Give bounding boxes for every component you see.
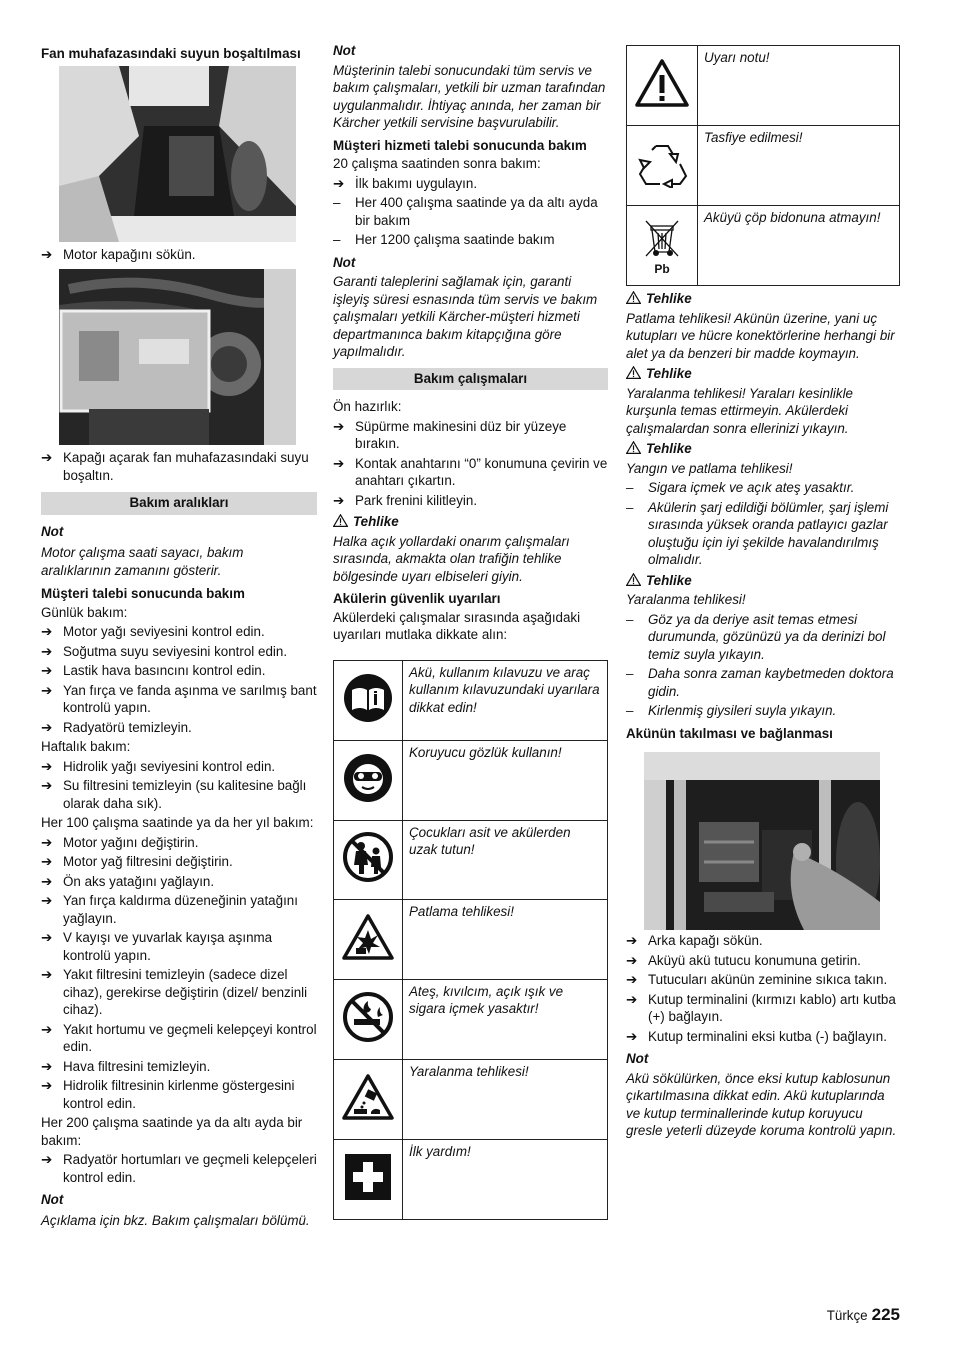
arrow-icon: ➔	[41, 682, 53, 698]
recycle-icon	[627, 126, 698, 206]
table-row	[334, 660, 608, 740]
list-item: ➔ Radyatörü temizleyin.	[41, 719, 192, 735]
symbol-text: Patlama tehlikesi!	[403, 899, 608, 979]
danger-label: Tehlike	[626, 440, 900, 458]
danger-text-1: Patlama tehlikesi! Akünün üzerine, yani uç kutupları ve hücre konektörlerine herhangi bir alet ya da benzeri bir madde koymayın.	[626, 310, 895, 361]
list-item: – Her 400 çalışma saatinde ya da altı ayda bir bakım	[333, 195, 598, 228]
no-bin-icon	[627, 206, 698, 286]
arrow-icon: ➔	[41, 967, 53, 982]
arrow-icon: ➔	[41, 854, 53, 869]
list-item: – Daha sonra zaman kaybetmeden doktora gidin.	[626, 666, 894, 699]
explosion-icon	[334, 899, 403, 979]
table-row	[627, 206, 900, 286]
table-row	[627, 46, 900, 126]
arrow-icon: ➔	[41, 643, 53, 659]
table-row	[334, 1139, 608, 1219]
symbol-text: Çocukları asit ve akülerden uzak tutun!	[403, 820, 608, 899]
battery-intro: Akülerdeki çalışmalar sırasında aşağıdaki uyarıları mutlaka dikkate alın:	[333, 609, 581, 642]
list-item: ➔ Su filtresini temizleyin (su kalitesine bağlı olarak daha sık).	[41, 778, 307, 811]
list-item: ➔ Hidrolik yağı seviyesini kontrol edin.	[41, 758, 276, 774]
danger-label: Tehlike	[626, 572, 900, 590]
list-item: ➔ Tutucuları akünün zeminine sıkıca takın.	[626, 972, 888, 987]
warning-triangle-icon	[626, 366, 641, 379]
note2-text: Açıklama için bkz. Bakım çalışmaları bölümü.	[41, 1212, 310, 1228]
dash-marker: –	[626, 666, 634, 681]
list-item: – Sigara içmek ve açık ateş yasaktır.	[626, 480, 855, 495]
service-heading: Müşteri hizmeti talebi sonucunda bakım	[333, 137, 587, 153]
list-item: ➔ Motor yağını değiştirin.	[41, 834, 199, 850]
arrow-icon: ➔	[41, 1021, 53, 1037]
symbol-text: Koruyucu gözlük kullanın!	[403, 740, 608, 820]
list-item: ➔ Yakıt filtresini temizleyin (sadece dizel cihaz), gerekirse değiştirin (dizel/ benzinli cihaz).	[41, 967, 308, 1017]
dash-marker: –	[626, 499, 634, 515]
dash-marker: –	[333, 232, 341, 247]
list-item: ➔ V kayışı ve yuvarlak kayışa aşınma kontrolü yapın.	[41, 930, 273, 963]
list-item: ➔ Kutup terminalini (kırmızı kablo) artı kutba (+) bağlayın.	[626, 991, 896, 1024]
note2-label: Not	[41, 1192, 64, 1207]
danger-text: Halka açık yollardaki onarım çalışmaları sırasında, akmakta olan trafiğin tehlike bölgesinde uyarı elbiseleri giyin.	[333, 533, 570, 584]
fan-cover-photo	[59, 269, 296, 445]
list-item: ➔ Park frenini kilitleyin.	[333, 492, 478, 508]
h100-list	[41, 834, 317, 1113]
arrow-icon: ➔	[333, 492, 345, 508]
arrow-icon: ➔	[626, 991, 638, 1007]
note-text: Motor çalışma saati sayacı, bakım aralıklarının zamanını gösterir.	[41, 545, 244, 578]
table-row	[334, 820, 608, 899]
daily-list	[41, 623, 317, 736]
symbol-text: Akü, kullanım kılavuzu ve araç kullanım kılavuzundaki uyarılara dikkat edin!	[403, 660, 608, 740]
arrow-icon: ➔	[626, 1028, 638, 1044]
arrow-icon: ➔	[41, 1152, 53, 1167]
battery-symbols-table	[333, 660, 608, 1220]
danger-label: Tehlike	[333, 513, 608, 531]
arrow-icon: ➔	[41, 624, 53, 639]
list-item: – Kirlenmiş giysileri suyla yıkayın.	[626, 703, 837, 718]
list-item: ➔ Lastik hava basıncını kontrol edin.	[41, 663, 266, 678]
list-item: ➔ Yan fırça kaldırma düzeneğinin yatağını yağlayın.	[41, 893, 298, 926]
warning-triangle-icon	[626, 441, 641, 454]
arrow-icon: ➔	[41, 1058, 53, 1074]
list-item: – Göz ya da deriye asit temas etmesi durumunda, gözünüzü ya da derinizi bol temiz suyla yıkayın.	[626, 611, 886, 662]
arrow-icon: ➔	[41, 246, 53, 262]
dash-marker: –	[626, 703, 634, 718]
table-row	[334, 1059, 608, 1139]
symbol-text: Ateş, kıvılcım, açık ışık ve sigara içmek yasaktır!	[403, 979, 608, 1059]
note-label: Not	[333, 43, 356, 58]
list-item: ➔ Motor yağ filtresini değiştirin.	[41, 854, 233, 869]
list-item: – Akülerin şarj edildiği bölümler, şarj işlemi sırasında yüksek oranda patlayıcı gazlar oluştuğu için iyi şekilde havalandırılmış olmalıdır.	[626, 499, 889, 567]
table-row	[334, 899, 608, 979]
weekly-label: Haftalık bakım:	[41, 739, 131, 754]
page-footer	[827, 1306, 900, 1325]
arrow-icon: ➔	[333, 455, 345, 471]
battery-heading: Akülerin güvenlik uyarıları	[333, 591, 501, 606]
fan-housing-photo	[59, 66, 296, 242]
warning-icon	[627, 46, 698, 126]
list-item: ➔ Süpürme makinesini düz bir yüzeye bırakın.	[333, 418, 567, 451]
danger-intro-3: Yangın ve patlama tehlikesi!	[626, 460, 793, 476]
install-list	[626, 932, 900, 1045]
h200-label: Her 200 çalışma saatinde ya da altı ayda bir bakım:	[41, 1115, 303, 1148]
dash-marker: –	[626, 611, 634, 627]
danger-label: Tehlike	[626, 290, 900, 308]
note-label: Not	[41, 523, 64, 539]
list-item: ➔ Radyatör hortumları ve geçmeli kelepçeleri kontrol edin.	[41, 1152, 317, 1185]
first-aid-icon	[334, 1139, 403, 1219]
disposal-symbols-table	[626, 45, 900, 286]
page-number: 225	[871, 1305, 900, 1324]
step-drain: ➔ Kapağı açarak fan muhafazasındaki suyu boşaltın.	[41, 450, 309, 483]
list-item: ➔ Kutup terminalini eksi kutba (-) bağlayın.	[626, 1028, 887, 1044]
arrow-icon: ➔	[41, 450, 53, 465]
dash-marker: –	[333, 195, 341, 210]
arrow-icon: ➔	[41, 873, 53, 889]
arrow-icon: ➔	[41, 834, 53, 850]
symbol-text: Uyarı notu!	[698, 46, 900, 126]
arrow-icon: ➔	[41, 1078, 53, 1093]
column-middle	[333, 42, 608, 1220]
list-item: ➔ Hava filtresini temizleyin.	[41, 1058, 211, 1074]
list-item: ➔ İlk bakımı uygulayın.	[333, 175, 478, 191]
h100-label: Her 100 çalışma saatinde ya da her yıl bakım:	[41, 815, 314, 830]
arrow-icon: ➔	[41, 893, 53, 908]
warning-triangle-icon	[626, 573, 641, 586]
column-left	[41, 42, 317, 1229]
pb-label: Pb	[654, 261, 670, 276]
symbol-text: İlk yardım!	[403, 1139, 608, 1219]
table-row	[627, 126, 900, 206]
no-fire-icon	[334, 979, 403, 1059]
symbol-text: Yaralanma tehlikesi!	[403, 1059, 608, 1139]
list-item: ➔ Ön aks yatağını yağlayın.	[41, 873, 215, 889]
footer-language: Türkçe	[826, 1308, 868, 1323]
list-item: ➔ Hidrolik filtresinin kirlenme göstergesini kontrol edin.	[41, 1078, 295, 1111]
symbol-text: Aküyü çöp bidonuna atmayın!	[698, 206, 900, 286]
note2-label: Not	[333, 254, 356, 270]
no-children-icon	[334, 820, 403, 899]
note-text: Akü sökülürken, önce eksi kutup kablosunun çıkartılmasına dikkat edin. Akü kutuplarında ve kutup terminallerinde kutup koruyucu gresle yeterli düzeyde koruma kontrolü yapın.	[626, 1070, 897, 1138]
list-item: ➔ Arka kapağı sökün.	[626, 933, 763, 948]
daily-label: Günlük bakım:	[41, 604, 128, 620]
section-maintenance-intervals: Bakım aralıkları	[41, 492, 317, 515]
table-row	[334, 979, 608, 1059]
customer-heading: Müşteri talebi sonucunda bakım	[41, 586, 245, 601]
step-motor-cover: ➔ Motor kapağını sökün.	[41, 246, 196, 262]
arrow-icon: ➔	[333, 175, 345, 191]
warning-triangle-icon	[333, 514, 348, 527]
goggles-icon	[334, 740, 403, 820]
list-item: ➔ Yan fırça ve fanda aşınma ve sarılmış bant kontrolü yapın.	[41, 682, 317, 715]
danger-intro-4: Yaralanma tehlikesi!	[626, 592, 746, 607]
list-item: ➔ Aküyü akü tutucu konumuna getirin.	[626, 952, 861, 968]
arrow-icon: ➔	[626, 933, 638, 948]
note-label: Not	[626, 1051, 649, 1066]
note-text: Müşterinin talebi sonucundaki tüm servis ve bakım çalışmaları, yetkili bir uzman tarafından uygulanmalıdır. İhtiyaç anında, her zaman bir Kärcher yetkili servisine başvurulabilir.	[333, 62, 606, 130]
manual-icon	[334, 660, 403, 740]
arrow-icon: ➔	[626, 972, 638, 987]
list-item: ➔ Soğutma suyu seviyesini kontrol edin.	[41, 643, 288, 659]
arrow-icon: ➔	[333, 418, 345, 434]
danger-text-2: Yaralanma tehlikesi! Yaraları kesinlikle kurşunla temas ettirmeyin. Akülerdeki çalışmalardan sonra ellerinizi yıkayın.	[626, 385, 853, 436]
acid-hazard-icon	[334, 1059, 403, 1139]
section-maintenance-work: Bakım çalışmaları	[333, 368, 608, 391]
arrow-icon: ➔	[41, 930, 53, 945]
list-item: ➔ Kontak anahtarını “0” konumuna çevirin ve anahtarı çıkartın.	[333, 455, 608, 488]
warning-triangle-icon	[626, 291, 641, 304]
arrow-icon: ➔	[41, 778, 53, 793]
list-item: ➔ Motor yağı seviyesini kontrol edin.	[41, 624, 265, 639]
prep-label: Ön hazırlık:	[333, 399, 402, 414]
column-right	[626, 45, 900, 1140]
dash-marker: –	[626, 480, 634, 495]
list-item: ➔ Yakıt hortumu ve geçmeli kelepçeyi kontrol edin.	[41, 1021, 317, 1054]
arrow-icon: ➔	[41, 719, 53, 735]
danger-label: Tehlike	[626, 365, 900, 383]
list-item: – Her 1200 çalışma saatinde bakım	[333, 232, 555, 247]
weekly-list	[41, 758, 317, 813]
install-heading: Akünün takılması ve bağlanması	[626, 725, 833, 741]
service-intro: 20 çalışma saatinden sonra bakım:	[333, 156, 541, 171]
battery-install-photo	[644, 752, 880, 930]
arrow-icon: ➔	[626, 952, 638, 968]
symbol-text: Tasfiye edilmesi!	[698, 126, 900, 206]
note2-text: Garanti taleplerini sağlamak için, garanti işleyiş süresi esnasında tüm servis ve bakım çalışmaları yetkili Kärcher-müşteri hizmeti departmanınca bakım kitapçığına göre yapılmalıdır.	[333, 274, 598, 359]
table-row	[334, 740, 608, 820]
arrow-icon: ➔	[41, 758, 53, 774]
arrow-icon: ➔	[41, 663, 53, 678]
fan-heading: Fan muhafazasındaki suyun boşaltılması	[41, 46, 301, 61]
